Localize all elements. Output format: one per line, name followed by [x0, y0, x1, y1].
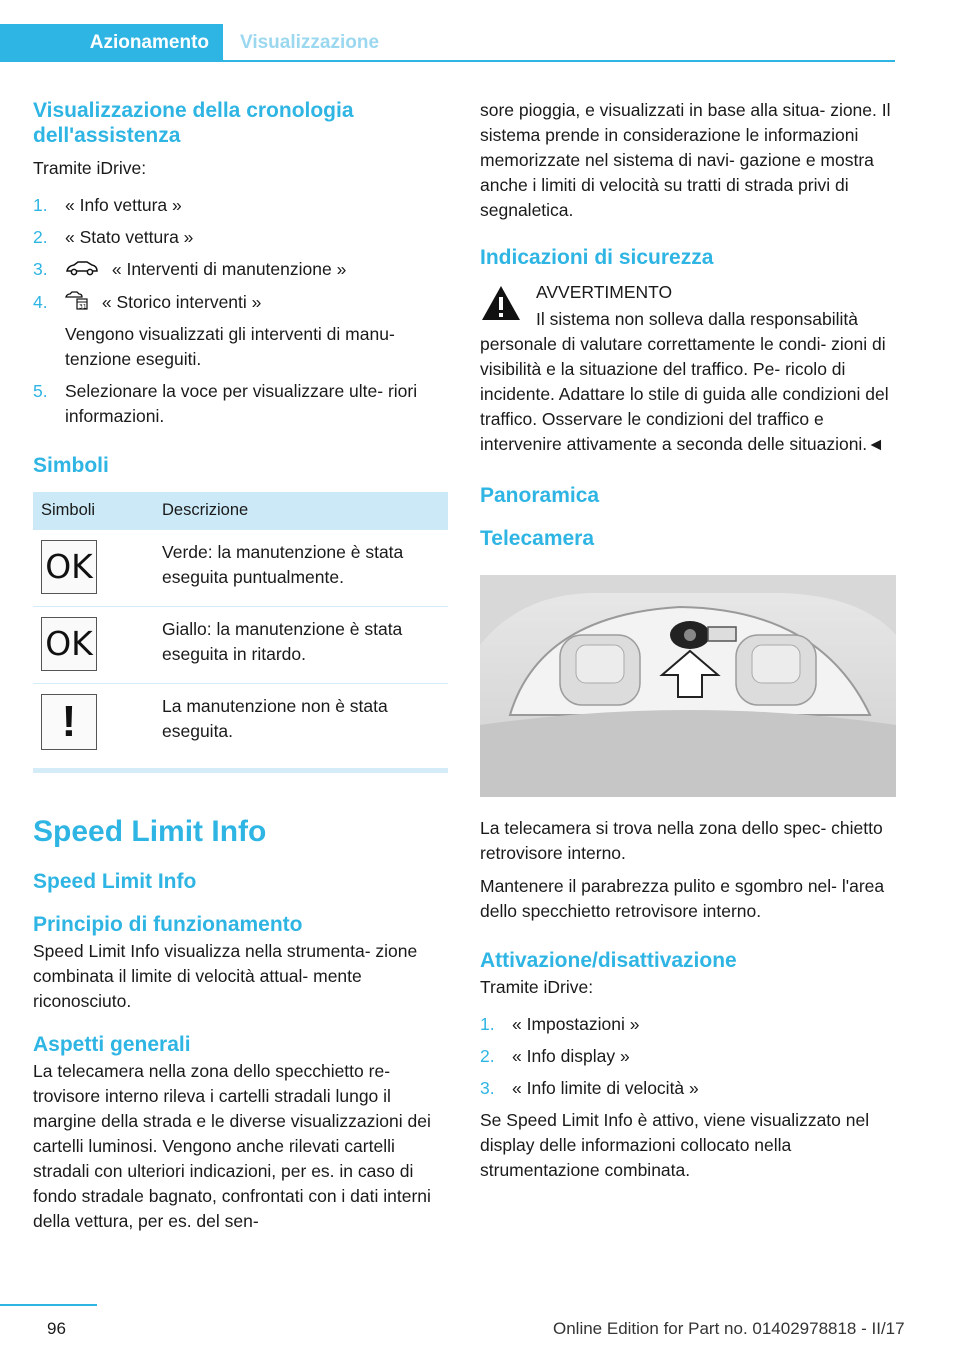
- via-idrive-left: Tramite iDrive:: [33, 158, 147, 178]
- general-heading: Aspetti generali: [33, 1032, 191, 1056]
- step-number: 4.: [33, 291, 48, 312]
- symbols-table: [33, 492, 448, 762]
- camera-text-2: Mantenere il parabrezza pulito e sgombro nel- l'area dello specchietto retrovisore interno.: [480, 876, 885, 921]
- table-header-symbols: Simboli: [33, 492, 154, 530]
- table-cell-description: La manutenzione non è stata eseguita.: [162, 695, 388, 741]
- warning-block: [480, 280, 896, 457]
- edition-label: Online Edition for Part no. 01402978818 - II/17: [553, 1319, 905, 1338]
- step-number: 1.: [33, 195, 48, 215]
- activation-heading: Attivazione/disattivazione: [480, 949, 737, 972]
- camera-text-1: La telecamera si trova nella zona dello spec- chietto retrovisore interno.: [480, 818, 883, 863]
- tab-visualizzazione[interactable]: Visualizzazione: [240, 32, 380, 53]
- step-number: 3.: [480, 1078, 495, 1098]
- step-text: Selezionare la voce per visualizzare ulte- riori informazioni.: [65, 380, 418, 426]
- step-number: 2.: [33, 227, 48, 247]
- left-column: [33, 98, 448, 1242]
- general-text: La telecamera nella zona dello specchietto re- trovisore interno rileva i cartelli stradali lungo il margine della strada e le diverse visualizzazioni dei cartelli luminosi. Vengono anche rilevati cartelli stradali con ulteriori indicazioni, per es. in caso di fondo stradale bagnato, confrontati con i dati interni della vettura, per es. del sen-: [33, 1060, 431, 1231]
- list-item: [33, 225, 448, 250]
- car-calendar-icon: [65, 290, 89, 317]
- header-rule: [0, 60, 895, 62]
- exclamation-symbol-icon: !: [41, 694, 97, 750]
- tab-azionamento[interactable]: Azionamento: [0, 24, 223, 62]
- step-text: « Info display »: [512, 1046, 630, 1066]
- table-row: [33, 606, 448, 683]
- warning-title: AVVERTIMENTO: [536, 282, 673, 302]
- list-item: [33, 290, 448, 372]
- safety-heading: Indicazioni di sicurezza: [480, 246, 714, 269]
- speed-limit-subtitle: Speed Limit Info: [33, 869, 197, 893]
- car-service-icon: [65, 258, 99, 283]
- symbols-heading: Simboli: [33, 453, 109, 477]
- table-cell-description: Verde: la manutenzione è stata eseguita puntualmente.: [154, 530, 448, 607]
- header-bar: [0, 24, 895, 62]
- history-steps: [33, 193, 448, 429]
- table-header-row: [33, 492, 448, 530]
- ok-symbol-icon: OK: [41, 540, 97, 594]
- step-text: « Info limite di velocità »: [512, 1078, 699, 1098]
- table-row: [33, 530, 448, 607]
- list-item: [480, 1012, 896, 1037]
- step-number: 5.: [33, 380, 48, 401]
- list-item: [33, 193, 448, 218]
- step-text: « Storico interventi »: [97, 292, 262, 312]
- page-number: 96: [47, 1319, 66, 1338]
- history-heading: Visualizzazione della cronologia dell'assistenza: [33, 99, 354, 147]
- step-number: 1.: [480, 1014, 495, 1034]
- right-column: [480, 98, 896, 1191]
- warning-text: Il sistema non solleva dalla responsabilità personale di valutare correttamente le condi- zioni di visibilità e la situazione del traffico. Pe- ricolo di incidente. Adattare lo stile di guida alle condizioni del traffico. Osservare le condizioni del traffico e intervenire attivamente a seconda delle situazioni.◄: [480, 309, 889, 454]
- continued-text: sore pioggia, e visualizzati in base alla situa- zione. Il sistema prende in considerazione le informazioni memorizzate nel sistema di navi- gazione e mostra anche i limiti di velocità su tratti di strada privi di segnaletica.: [480, 100, 891, 220]
- table-row: [33, 683, 448, 762]
- step-text: « Stato vettura »: [65, 227, 194, 247]
- overview-heading: Panoramica: [480, 484, 600, 507]
- step-text: « Interventi di manutenzione »: [107, 259, 347, 279]
- via-idrive-right: Tramite iDrive:: [480, 977, 594, 997]
- step-number: 2.: [480, 1046, 495, 1066]
- principle-heading: Principio di funzionamento: [33, 912, 303, 936]
- svg-text:31: 31: [79, 303, 87, 310]
- table-cell-description: Giallo: la manutenzione è stata eseguita in ritardo.: [154, 606, 448, 683]
- list-item: [480, 1076, 896, 1101]
- warning-triangle-icon: [480, 284, 522, 322]
- table-end-rule: [33, 768, 448, 773]
- final-text: Se Speed Limit Info è attivo, viene visualizzato nel display delle informazioni collocato nella strumentazione combinata.: [480, 1110, 870, 1180]
- activation-steps: [480, 1012, 896, 1101]
- footer-rule: [0, 1304, 97, 1306]
- principle-text: Speed Limit Info visualizza nella strumenta- zione combinata il limite di velocità attual- mente riconosciuto.: [33, 940, 418, 1011]
- camera-location-image: [480, 575, 896, 797]
- list-item: [480, 1044, 896, 1069]
- speed-limit-title: Speed Limit Info: [33, 814, 267, 848]
- list-item: [33, 257, 448, 283]
- step-subtext: Vengono visualizzati gli interventi di manu- tenzione eseguiti.: [65, 323, 395, 369]
- list-item: [33, 379, 448, 429]
- step-text: « Info vettura »: [65, 195, 182, 215]
- step-number: 3.: [33, 259, 48, 279]
- camera-heading: Telecamera: [480, 527, 595, 550]
- table-header-description: Descrizione: [154, 492, 448, 530]
- ok-symbol-icon: OK: [41, 617, 97, 671]
- step-text: « Impostazioni »: [512, 1014, 640, 1034]
